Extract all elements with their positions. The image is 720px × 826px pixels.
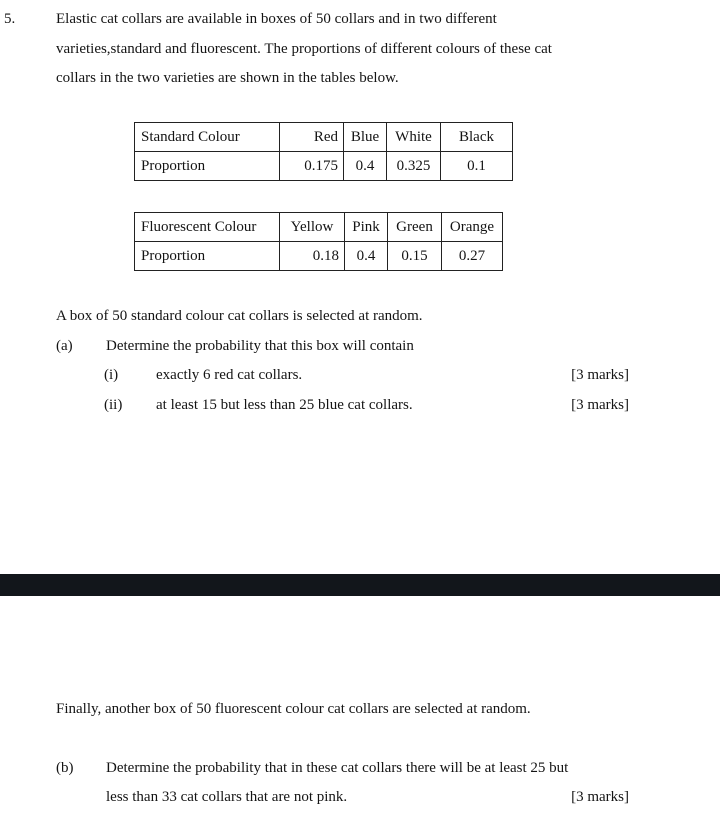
fluorescent-header-cell: Orange (442, 213, 503, 242)
final-statement: Finally, another box of 50 fluorescent colour cat collars are selected at random. (56, 701, 531, 717)
intro-line-1: Elastic cat collars are available in boxes of 50 collars and in two different (56, 11, 497, 27)
intro-line-3: collars in the two varieties are shown in the tables below. (56, 70, 399, 86)
part-a-i-text: exactly 6 red cat collars. (156, 367, 303, 383)
fluorescent-proportion-cell: 0.4 (345, 242, 388, 271)
box-statement: A box of 50 standard colour cat collars is selected at random. (56, 308, 423, 324)
part-a-ii-marks: [3 marks] (571, 397, 629, 413)
fluorescent-header-cell: Fluorescent Colour (135, 213, 280, 242)
part-a-ii-text: at least 15 but less than 25 blue cat collars. (156, 397, 413, 413)
part-a-i-label: (i) (104, 367, 119, 383)
part-a-label: (a) (56, 338, 73, 354)
fluorescent-colour-table (134, 212, 503, 271)
fluorescent-proportion-cell: 0.18 (280, 242, 345, 271)
intro-line-2: varieties,standard and fluorescent. The proportions of different colours of these cat (56, 41, 552, 57)
part-a-text: Determine the probability that this box will contain (106, 338, 414, 354)
fluorescent-proportion-cell: 0.15 (388, 242, 442, 271)
fluorescent-header-cell: Yellow (280, 213, 345, 242)
page-divider-band (0, 574, 720, 596)
standard-header-cell: Black (441, 123, 513, 152)
standard-colour-table (134, 122, 513, 181)
part-a-i-marks: [3 marks] (571, 367, 629, 383)
part-b-label: (b) (56, 760, 74, 776)
standard-table-header-row (135, 123, 513, 152)
part-b-marks: [3 marks] (571, 789, 629, 805)
fluorescent-header-cell: Green (388, 213, 442, 242)
standard-table-proportion-row (135, 152, 513, 181)
part-b-line-1: Determine the probability that in these cat collars there will be at least 25 but (106, 760, 569, 776)
standard-header-cell: Blue (344, 123, 387, 152)
fluorescent-table-header-row (135, 213, 503, 242)
standard-header-cell: Red (280, 123, 344, 152)
part-b-line-2: less than 33 cat collars that are not pink. (106, 789, 348, 805)
standard-proportion-cell: 0.175 (280, 152, 344, 181)
standard-proportion-cell: Proportion (135, 152, 280, 181)
fluorescent-table-proportion-row (135, 242, 503, 271)
fluorescent-header-cell: Pink (345, 213, 388, 242)
fluorescent-proportion-cell: Proportion (135, 242, 280, 271)
standard-proportion-cell: 0.4 (344, 152, 387, 181)
standard-proportion-cell: 0.325 (387, 152, 441, 181)
question-number: 5. (4, 11, 16, 27)
standard-header-cell: White (387, 123, 441, 152)
standard-header-cell: Standard Colour (135, 123, 280, 152)
standard-proportion-cell: 0.1 (441, 152, 513, 181)
part-a-ii-label: (ii) (104, 397, 123, 413)
fluorescent-proportion-cell: 0.27 (442, 242, 503, 271)
